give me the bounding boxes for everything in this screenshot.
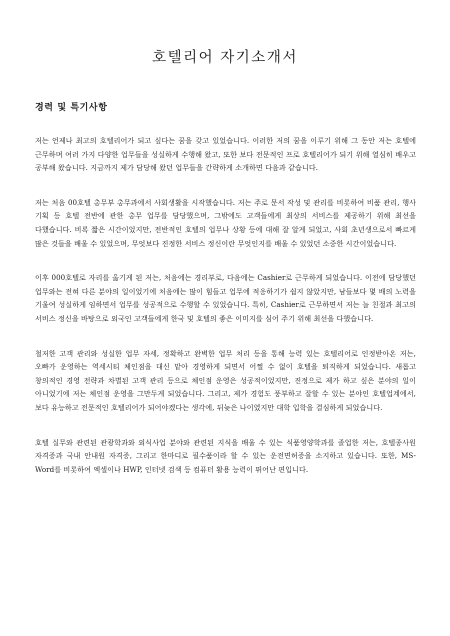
document-title: 호텔리어 자기소개서 <box>152 50 298 66</box>
paragraph: 이후 000호텔로 자리를 옮기게 된 저는, 처음에는 경리부로, 다음에는 Cashier로 근무하게 되었습니다. 이전에 담당했던 업무와는 전혀 다른 분야의 일이었기에 처음에는 많이 힘들고 업무에 적응하기가 쉽지 않았지만, 남들보다 몇 배의 노력을 기울여 성실하게 임하면서 업무를 성공적으로 수행할 수 있었습니다. 특히, Cashier로 근무하면서 저는 늘 친절과 최고의 서비스 정신을 바탕으로 외국인 고객들에게 한국 및 호텔의 좋은 이미지를 심어 주기 위해 최선을 다했습니다. <box>35 273 416 323</box>
document-body <box>35 134 416 476</box>
paragraph: 저는 처음 00호텔 총무부 총무과에서 사회생활을 시작했습니다. 저는 주로 문서 작성 및 관리를 비롯하여 비품 관리, 행사 기획 등 호텔 전반에 관한 총무 업무를 담당했으며, 그밖에도 고객들에게 최상의 서비스를 제공하기 위해 최선을 다했습니다. 비록 짧은 시간이었지만, 전반적인 호텔의 업무나 상황 등에 대해 잘 알게 되었고, 사회 초년생으로서 빠르게 많은 것들을 배울 수 있었으며, 무엇보다 진정한 서비스 정신이란 무엇인지를 배울 수 있었던 소중한 시간이었습니다. <box>35 197 416 248</box>
paragraph: 저는 언제나 최고의 호텔리어가 되고 싶다는 꿈을 갖고 있었습니다. 이러한 저의 꿈을 이루기 위해 그 동안 저는 호텔에 근무하며 여러 가지 다양한 업무들을 성실하게 수행해 왔고, 또한 보다 전문적인 프로 호텔리어가 되기 위해 열심히 배우고 공부해 왔습니다. 지금까지 제가 담당해 왔던 업무들을 간략하게 소개하면 다음과 같습니다. <box>35 136 416 173</box>
paragraph: 호텔 실무와 관련된 관광학과와 외식사업 분야와 관련된 지식을 배울 수 있는 식품영양학과를 졸업한 저는, 호텔종사원 자격증과 국내 안내원 자격증, 그리고 한마디로 필수품이라 할 수 있는 운전면허증을 소지하고 있습니다. 또한, MS-Word를 비롯하여 엑셀이나 HWP, 인터넷 검색 등 컴퓨터 활용 능력이 뛰어난 편입니다. <box>35 437 416 474</box>
section-heading: 경력 및 특기사항 <box>35 103 108 113</box>
paragraph: 철저한 고객 관리와 성실한 업무 자세, 정확하고 완벽한 업무 처리 등을 통해 능력 있는 호텔리어로 인정받아온 저는, 오빠가 운영하는 역세시티 체인점을 대신 맡아 경영하게 되면서 어쩔 수 없이 호텔을 퇴직하게 되었습니다. 새롭고 창의적인 경영 전략과 차별된 고객 관리 등으로 체인점 운영은 성공적이었지만, 진정으로 제가 하고 싶은 분야의 일이 아니었기에 저는 체인점 운영을 그만두게 되었습니다. 그리고, 제가 경험도 풍부하고 잘할 수 있는 분야인 호텔업계에서, 보다 유능하고 전문적인 호텔리어가 되어야겠다는 생각에, 뒤늦은 나이였지만 대학 입학을 결심하게 되었습니다. <box>35 348 416 412</box>
